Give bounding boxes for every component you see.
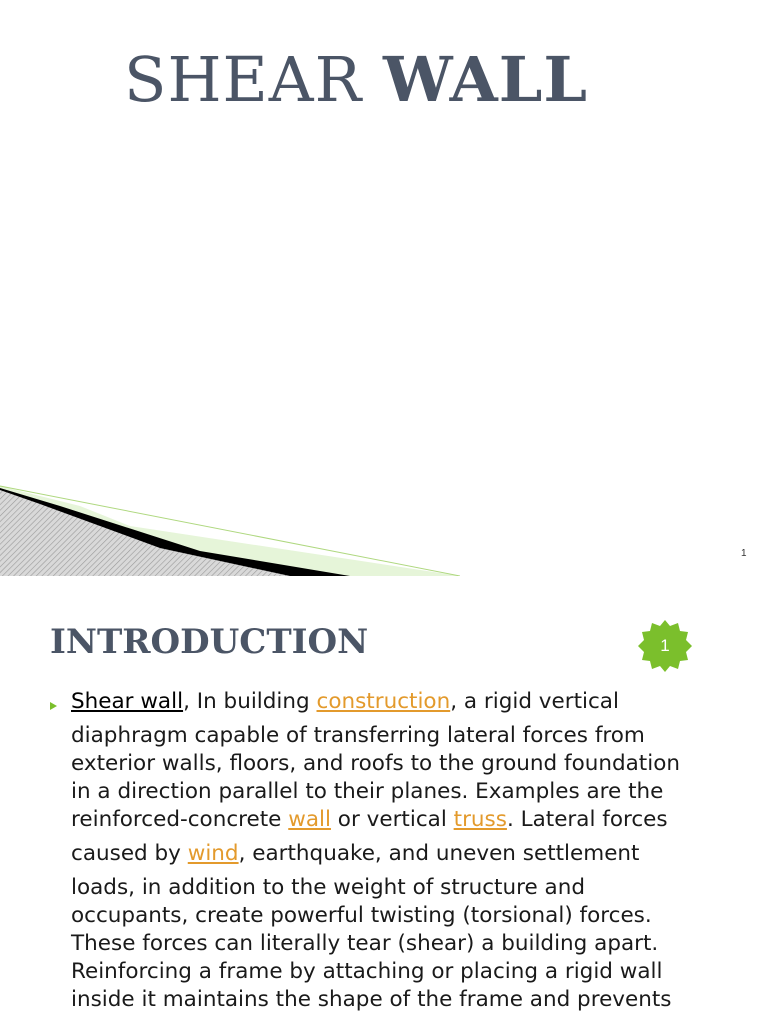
paragraph-line	[71, 840, 741, 868]
title-bold-part: WALL	[382, 43, 588, 116]
bullet-paragraph	[71, 688, 741, 1014]
link-truss[interactable]: truss	[453, 807, 507, 832]
title-regular-part: SHEAR	[124, 43, 383, 116]
slide-number: 1	[741, 548, 747, 559]
text-segment: , a rigid vertical	[450, 689, 619, 714]
paragraph-line: occupants, create powerful twisting (torsional) forces.	[71, 903, 652, 928]
link-construction[interactable]: construction	[316, 689, 451, 714]
paragraph-line: Reinforcing a frame by attaching or placing a rigid wall	[71, 959, 663, 984]
text-segment: reinforced-concrete	[71, 807, 289, 832]
text-segment: In building	[189, 689, 317, 714]
badge-label: 1	[660, 636, 670, 655]
paragraph-line: loads, in addition to the weight of structure and	[71, 875, 585, 900]
text-segment: . Lateral forces	[506, 807, 668, 832]
paragraph-line: diaphragm capable of transferring lateral forces from	[71, 723, 645, 748]
text-segment: or vertical	[330, 807, 454, 832]
paragraph-line: These forces can literally tear (shear) a building apart.	[71, 931, 659, 956]
paragraph-line: in a direction parallel to their planes. Examples are the	[71, 779, 664, 804]
paragraph-line	[71, 688, 741, 716]
paragraph-line	[71, 806, 741, 834]
text-segment: caused by	[71, 841, 188, 866]
bullet-arrow-icon	[50, 702, 57, 710]
slide-title: INTRODUCTION	[50, 622, 369, 662]
link-wind[interactable]: wind	[187, 841, 239, 866]
slide-title	[124, 43, 588, 116]
paragraph-line: inside it maintains the shape of the frame and prevents	[71, 987, 672, 1012]
decorative-swoosh	[0, 476, 460, 576]
link-wall[interactable]: wall	[288, 807, 331, 832]
term-shear-wall: Shear wall	[71, 689, 184, 714]
paragraph-line: exterior walls, floors, and roofs to the ground foundation	[71, 751, 680, 776]
text-segment: , earthquake, and uneven settlement	[238, 841, 640, 866]
introduction-slide	[0, 576, 768, 1024]
term-punctuation: ,	[183, 689, 190, 714]
slide-number-badge	[637, 618, 693, 674]
